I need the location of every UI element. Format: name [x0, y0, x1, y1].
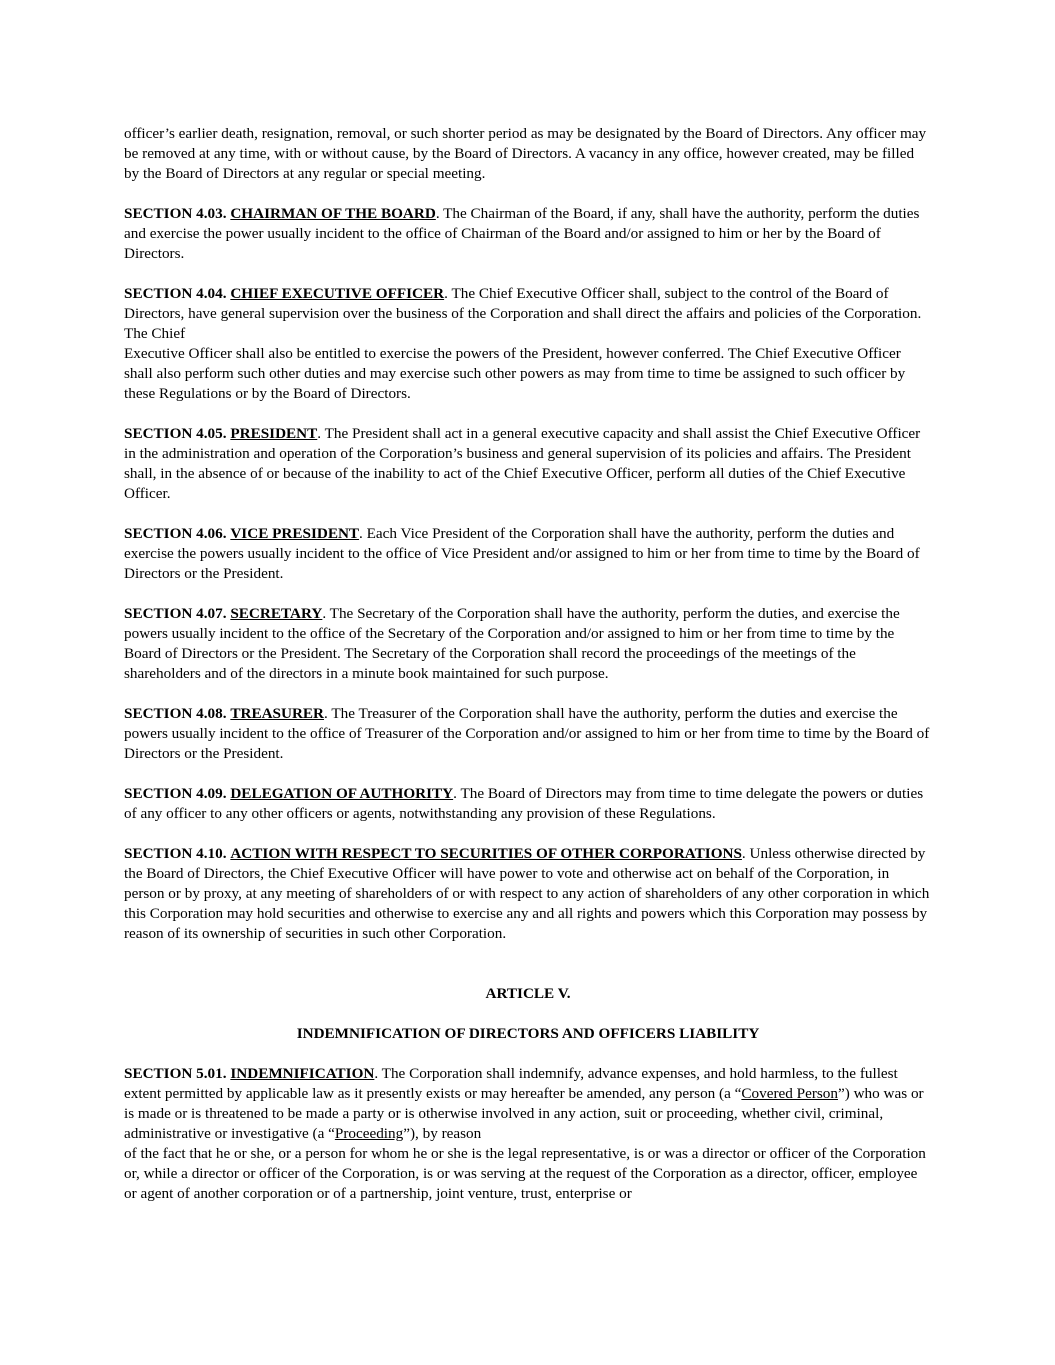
section-body: . Unless otherwise directed by the Board of Directors, the Chief Executive Officer will have power to vote and otherwise act on behalf of the Corporation, in person or by proxy, at any meeting of shareholders of or with respect to any action of shareholders of any other corporation in which this Corporation may hold securities and otherwise to exercise any and all rights and powers which this Corporation may possess by reason of its ownership of securities in such other Corporation. [124, 845, 930, 942]
section-4-09 [124, 784, 932, 824]
section-number: SECTION 4.10. [124, 845, 227, 862]
section-body: . The Corporation shall indemnify, advance expenses, and hold harmless, to the fullest extent permitted by applicable law as it presently exists or may hereafter be amended, any person (a “ [124, 1065, 898, 1102]
section-title: PRESIDENT [230, 425, 318, 442]
section-4-06 [124, 524, 932, 584]
article-title: INDEMNIFICATION OF DIRECTORS AND OFFICERS LIABILITY [296, 1025, 760, 1042]
section-title: ACTION WITH RESPECT TO SECURITIES OF OTHER CORPORATIONS [230, 845, 742, 862]
section-title: TREASURER [230, 705, 325, 722]
section-body: . The Secretary of the Corporation shall have the authority, perform the duties, and exercise the powers usually incident to the office of the Secretary of the Corporation and/or assigned to him or her from time to time by the Board of Directors or the President. The Secretary of the Corporation shall record the proceedings of the meetings of the shareholders and of the directors in a minute book maintained for such purpose. [124, 605, 900, 682]
section-number: SECTION 4.09. [124, 785, 227, 802]
document-page [124, 124, 932, 1204]
section-number: SECTION 4.08. [124, 705, 227, 722]
section-body-continued: Executive Officer shall also be entitled to exercise the powers of the President, however conferred. The Chief Executive Officer shall also perform such other duties and may exercise such other powers as may from time to time be assigned to such officer by these Regulations or by the Board of Directors. [124, 345, 906, 402]
section-number: SECTION 4.06. [124, 525, 227, 542]
section-title: CHAIRMAN OF THE BOARD [230, 205, 436, 222]
section-4-04 [124, 284, 932, 404]
article-heading: ARTICLE V. [485, 985, 571, 1002]
section-number: SECTION 4.05. [124, 425, 227, 442]
section-number: SECTION 4.03. [124, 205, 227, 222]
section-body: . The Treasurer of the Corporation shall have the authority, perform the duties and exercise the powers usually incident to the office of Treasurer of the Corporation and/or assigned to him or her from time to time by the Board of Directors or the President. [124, 705, 930, 762]
section-number: SECTION 4.07. [124, 605, 227, 622]
section-body: . The Chief Executive Officer shall, subject to the control of the Board of Directors, have general supervision over the business of the Corporation and shall direct the affairs and policies of the Corporation. The Chief [124, 285, 922, 342]
section-body: . The Board of Directors may from time to time delegate the powers or duties of any officer to any other officers or agents, notwithstanding any provision of these Regulations. [124, 785, 924, 822]
section-4-08 [124, 704, 932, 764]
section-title: VICE PRESIDENT [230, 525, 360, 542]
intro-paragraph: officer’s earlier death, resignation, removal, or such shorter period as may be designated by the Board of Directors. Any officer may be removed at any time, with or without cause, by the Board of Directors. A vacancy in any office, however created, may be filled by the Board of Directors at any regular or special meeting. [124, 125, 927, 182]
section-title: CHIEF EXECUTIVE OFFICER [230, 285, 445, 302]
section-4-10 [124, 844, 932, 944]
section-body: ”), by reason [403, 1125, 482, 1142]
section-body: ”) who was or is made or is threatened to be made a party or is otherwise involved in any action, suit or proceeding, whether civil, criminal, administrative or investigative (a “ [124, 1085, 924, 1142]
section-title: INDEMNIFICATION [230, 1065, 375, 1082]
section-title: SECRETARY [230, 605, 323, 622]
section-body: . The Chairman of the Board, if any, shall have the authority, perform the duties and exercise the power usually incident to the office of Chairman of the Board and/or assigned to him or her by the Board of Directors. [124, 205, 920, 262]
section-4-07 [124, 604, 932, 684]
section-body: . Each Vice President of the Corporation shall have the authority, perform the duties and exercise the powers usually incident to the office of Vice President and/or assigned to him or her from time to time by the Board of Directors or the President. [124, 525, 920, 582]
section-body-continued: of the fact that he or she, or a person for whom he or she is the legal representative, is or was a director or officer of the Corporation or, while a director or officer of the Corporation, is or was serving at the request of the Corporation as a director, officer, employee or agent of another corporation or of a partnership, joint venture, trust, enterprise or [124, 1145, 926, 1202]
defined-term-covered-person: Covered Person [741, 1085, 838, 1102]
section-number: SECTION 4.04. [124, 285, 227, 302]
defined-term-proceeding: Proceeding [334, 1125, 404, 1142]
section-4-05 [124, 424, 932, 504]
section-body: . The President shall act in a general executive capacity and shall assist the Chief Executive Officer in the administration and operation of the Corporation’s business and general supervision of its policies and affairs. The President shall, in the absence of or because of the inability to act of the Chief Executive Officer, perform all duties of the Chief Executive Officer. [124, 425, 921, 502]
section-number: SECTION 5.01. [124, 1065, 227, 1082]
section-4-03 [124, 204, 932, 264]
section-title: DELEGATION OF AUTHORITY [230, 785, 454, 802]
section-5-01 [124, 1064, 932, 1204]
